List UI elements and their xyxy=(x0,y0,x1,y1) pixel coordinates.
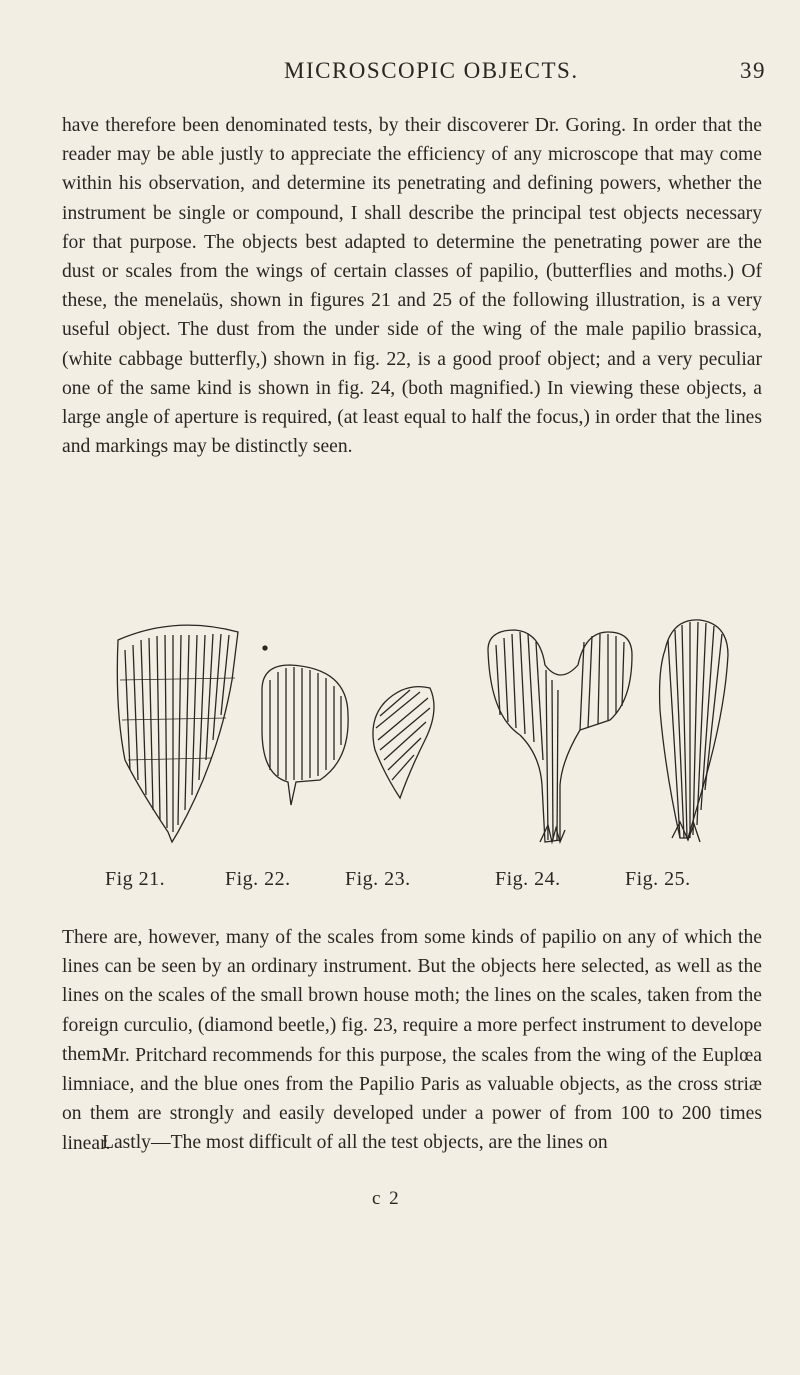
caption-fig-24: Fig. 24. xyxy=(495,868,561,890)
caption-fig-23: Fig. 23. xyxy=(345,868,411,890)
fig-25-scale-drawing xyxy=(660,620,728,842)
fig-21-scale-drawing xyxy=(117,625,267,842)
running-title: MICROSCOPIC OBJECTS. xyxy=(284,58,579,83)
scale-illustrations xyxy=(0,610,800,910)
fig-22-scale-drawing xyxy=(262,665,348,805)
caption-fig-21: Fig 21. xyxy=(105,868,166,890)
caption-fig-25: Fig. 25. xyxy=(625,868,691,890)
paragraph-pritchard: Mr. Pritchard recommends for this purpose, the scales from the wing of the Euplœa limniace, and the blue ones from the Papilio Paris as valuable objects, as the cross striæ on them are strongly and easily developed under a power of from 100 to 200 times linear. xyxy=(62,1045,762,1154)
fig-24-scale-drawing xyxy=(488,630,632,842)
fig-23-scale-drawing xyxy=(373,687,434,798)
running-head xyxy=(0,58,800,88)
wing-scale-drawings xyxy=(0,610,800,910)
paragraph-test-objects: have therefore been denominated tests, by their discoverer Dr. Goring. In order that the reader may be able justly to appreciate the efficiency of any microscope that may come within his observation, and determine its penetrating and defining powers, whether the instrument be single or compound, I shall describe the principal test objects necessary for that purpose. The objects best adapted to determine the penetrating power are the dust or scales from the wings of certain classes of papilio, (butterflies and moths.) Of these, the menelaüs, shown in figures 21 and 25 of the following illustration, is a very useful object. The dust from the under side of the wing of the male papilio brassica, (white cabbage butterfly,) shown in fig. 22, is a good proof object; and a very peculiar one of the same kind is shown in fig. 24, (both magnified.) In viewing these objects, a large angle of aperture is required, (at least equal to half the focus,) in order that the lines and markings may be distinctly seen. xyxy=(62,115,762,458)
caption-fig-22: Fig. 22. xyxy=(225,868,291,890)
paragraph-papilio-scales: There are, however, many of the scales from some kinds of papilio on any of which the lines can be seen by an ordinary instrument. But the objects here selected, as well as the lines on the scales of the small brown house moth; the lines on the scales, taken from the foreign curculio, (diamond beetle,) fig. 23, require a more perfect instrument to develope them. xyxy=(62,927,762,1065)
page-number: 39 xyxy=(740,58,766,83)
paragraph-lastly: Lastly—The most difficult of all the test objects, are the lines on xyxy=(102,1132,608,1153)
signature-mark: c 2 xyxy=(372,1188,401,1209)
